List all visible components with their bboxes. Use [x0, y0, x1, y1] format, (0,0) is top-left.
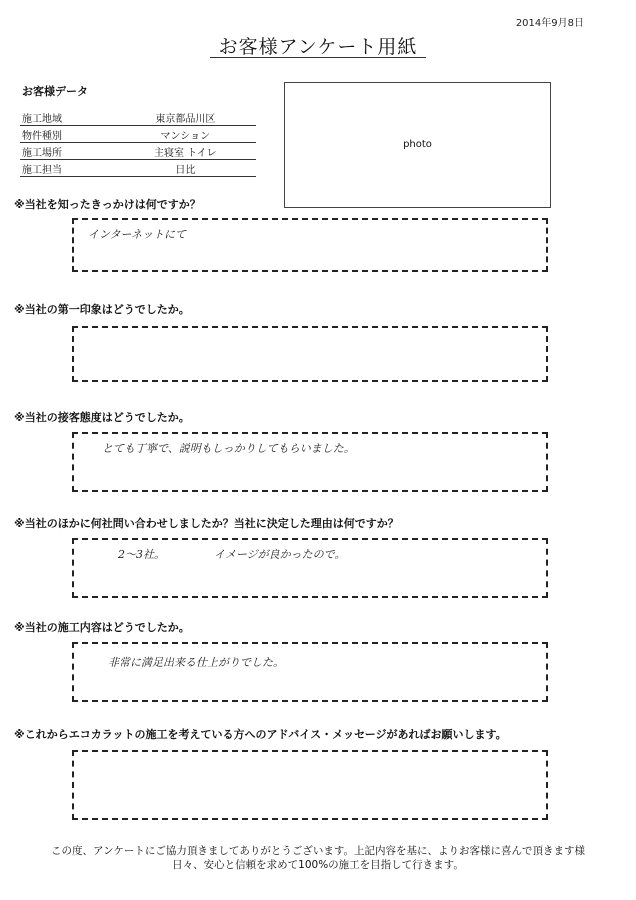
answer-text-5: 非常に満足出来る仕上がりでした。: [108, 656, 284, 669]
answer-box-4: [72, 538, 548, 598]
answer-box-3: [72, 432, 548, 492]
footer-line-1: この度、アンケートにご協力頂きましてありがとうございます。上記内容を基に、よりお客様に喜んで頂きます様: [50, 845, 586, 857]
answer-text-3: とても丁寧で、説明もしっかりしてもらいました。: [102, 442, 355, 455]
survey-date: 2014年9月8日: [515, 18, 584, 29]
question-5: ※当社の施工内容はどうでしたか。: [14, 621, 190, 634]
row-label: 施工場所: [20, 143, 115, 160]
row-label: 施工地域: [20, 109, 115, 126]
table-row: [20, 160, 256, 177]
photo-frame: [284, 82, 551, 208]
question-3: ※当社の接客態度はどうでしたか。: [14, 411, 190, 424]
answer-box-5: [72, 642, 548, 702]
answer-text-4b: イメージが良かったので。: [214, 548, 346, 561]
table-row: [20, 126, 256, 143]
answer-text-1: インターネットにて: [88, 228, 187, 241]
table-row: [20, 109, 256, 126]
answer-box-2: [72, 326, 548, 382]
question-6: ※これからエコカラットの施工を考えている方へのアドバイス・メッセージがあればお願いします。: [14, 728, 507, 741]
question-4: ※当社のほかに何社問い合わせしましたか？当社に決定した理由は何ですか？: [14, 517, 399, 530]
customer-data-heading: お客様データ: [22, 85, 88, 98]
question-1: ※当社を知ったきっかけは何ですか？: [14, 198, 201, 211]
page-title: お客様アンケート用紙: [218, 36, 418, 58]
question-2: ※当社の第一印象はどうでしたか。: [14, 303, 190, 316]
row-label: 施工担当: [20, 160, 115, 177]
photo-label: photo: [403, 139, 432, 150]
footer-message: [0, 844, 636, 872]
customer-data-table: [20, 109, 256, 177]
answer-box-1: [72, 218, 548, 272]
footer-line-2: 日々、安心と信頼を求めて100%の施工を目指して行きます。: [172, 859, 464, 871]
answer-text-4: 2～3社。: [118, 548, 165, 561]
row-label: 物件種別: [20, 126, 115, 143]
table-row: [20, 143, 256, 160]
row-value: 主寝室 トイレ: [115, 143, 256, 160]
row-value: 東京都品川区: [115, 109, 256, 126]
answer-box-6: [72, 750, 548, 820]
row-value: マンション: [115, 126, 256, 143]
row-value: 日比: [115, 160, 256, 177]
title-underline: [210, 57, 426, 58]
